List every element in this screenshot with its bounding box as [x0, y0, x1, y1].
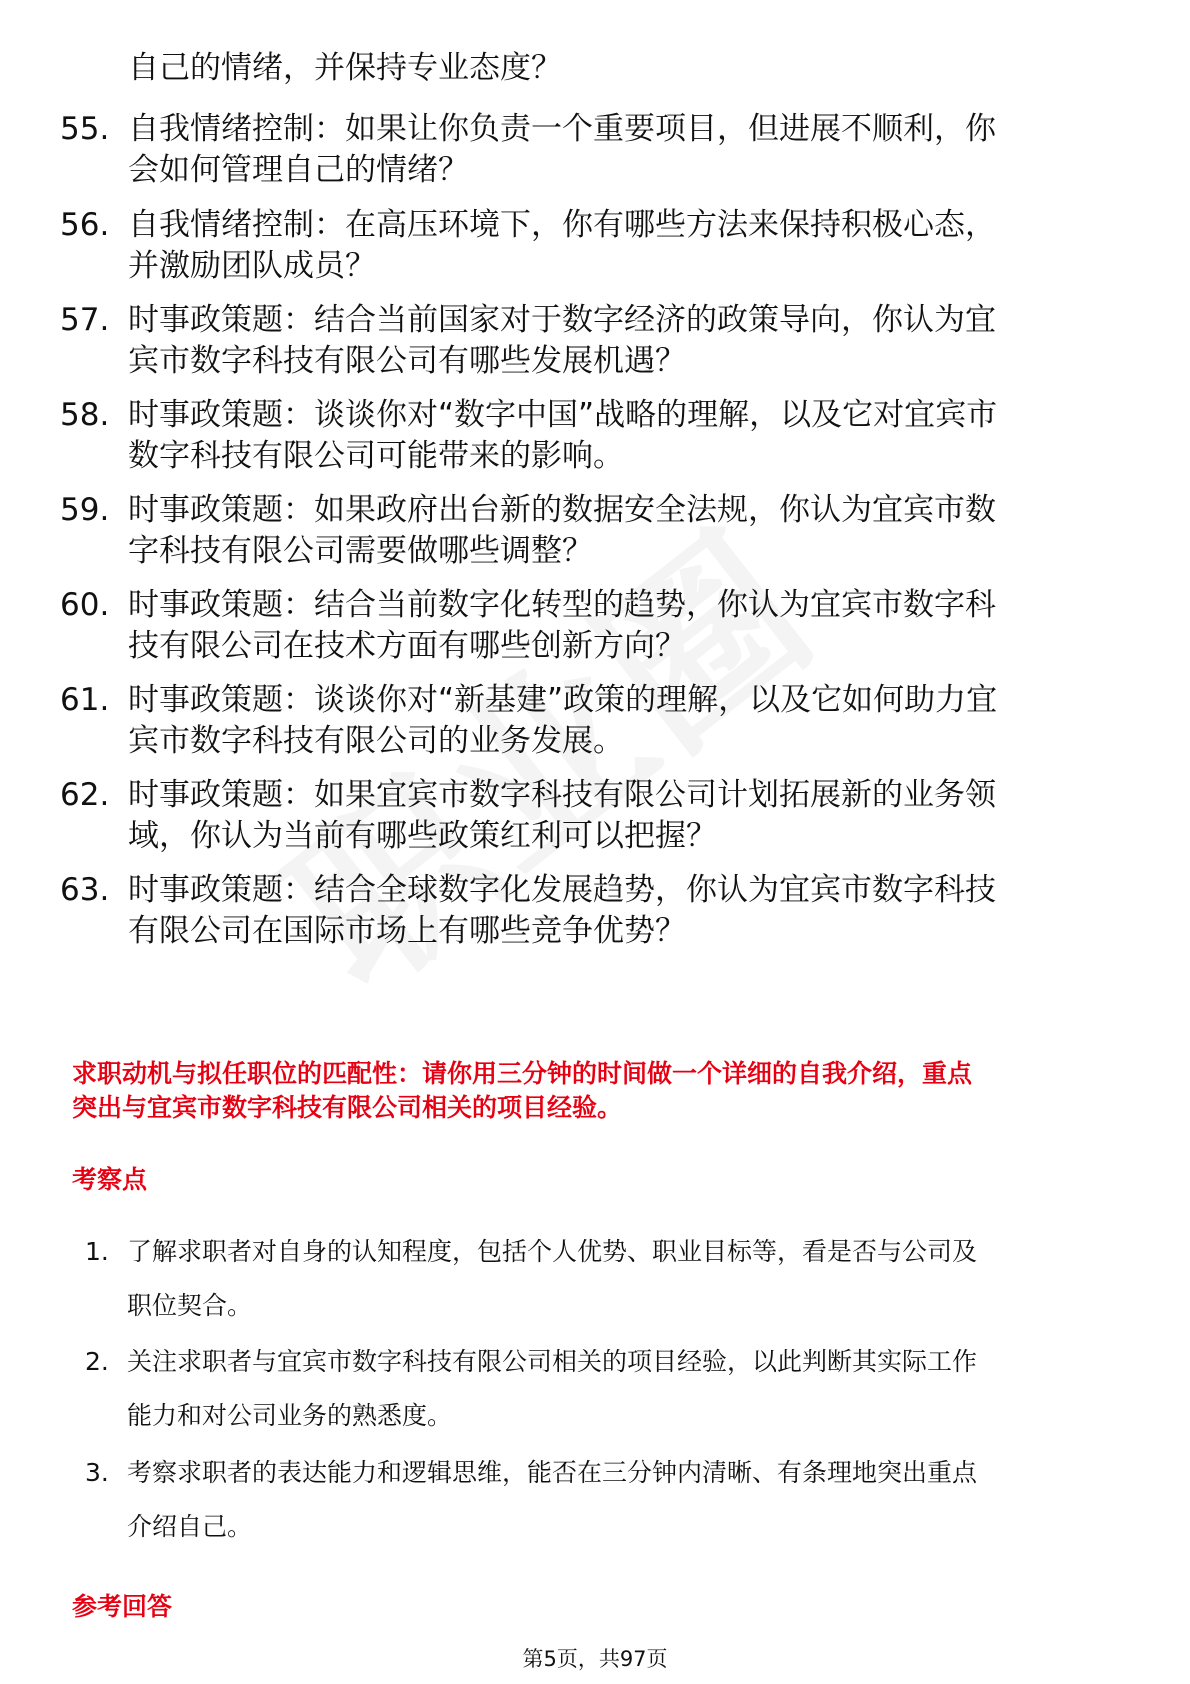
- question-line: 时事政策题：如果宜宾市数字科技有限公司计划拓展新的业务领: [128, 777, 996, 813]
- checkpoint-line: 介绍自己。: [127, 1512, 253, 1541]
- question-line: 时事政策题：结合全球数字化发展趋势，你认为宜宾市数字科技: [128, 872, 996, 908]
- question-text: [128, 585, 1128, 667]
- question-text: [128, 395, 1128, 477]
- page-footer: 第5页，共97页: [522, 1647, 668, 1671]
- question-number: 55.: [60, 111, 110, 147]
- checkpoint-number: 3.: [85, 1458, 109, 1487]
- question-line: 有限公司在国际市场上有哪些竞争优势？: [128, 913, 686, 949]
- checkpoint-text: [127, 1225, 1117, 1333]
- question-number: 57.: [60, 302, 110, 338]
- question-line: 域，你认为当前有哪些政策红利可以把握？: [128, 818, 717, 854]
- checkpoints-heading: 考察点: [72, 1165, 148, 1194]
- question-text: [128, 109, 1128, 191]
- checkpoint-text: [127, 1335, 1117, 1443]
- checkpoint-line: 职位契合。: [127, 1291, 253, 1320]
- question-line: 数字科技有限公司可能带来的影响。: [128, 438, 624, 474]
- question-line: 自我情绪控制：如果让你负责一个重要项目，但进展不顺利，你: [128, 111, 996, 147]
- question-text: [128, 680, 1128, 762]
- answer-heading: 参考回答: [72, 1592, 173, 1621]
- question-line: 时事政策题：如果政府出台新的数据安全法规，你认为宜宾市数: [128, 492, 996, 528]
- question-line: 字科技有限公司需要做哪些调整？: [128, 533, 593, 569]
- question-text: [128, 205, 1128, 287]
- question-text: [128, 775, 1128, 857]
- checkpoint-number: 1.: [85, 1237, 109, 1266]
- section-question-line: 求职动机与拟任职位的匹配性：请你用三分钟的时间做一个详细的自我介绍，重点: [72, 1059, 973, 1088]
- checkpoint-number: 2.: [85, 1347, 109, 1376]
- question-number: 62.: [60, 777, 110, 813]
- checkpoint-line: 了解求职者对自身的认知程度，包括个人优势、职业目标等，看是否与公司及: [127, 1237, 978, 1266]
- question-text: [128, 490, 1128, 572]
- question-line: 时事政策题：谈谈你对“数字中国”战略的理解，以及它对宜宾市: [128, 397, 998, 433]
- question-line: 并激励团队成员？: [128, 248, 376, 284]
- section-question-line: 突出与宜宾市数字科技有限公司相关的项目经验。: [72, 1093, 623, 1122]
- question-line: 技有限公司在技术方面有哪些创新方向？: [128, 628, 686, 664]
- checkpoint-line: 能力和对公司业务的熟悉度。: [127, 1401, 453, 1430]
- checkpoint-line: 考察求职者的表达能力和逻辑思维，能否在三分钟内清晰、有条理地突出重点: [127, 1458, 978, 1487]
- question-line: 时事政策题：谈谈你对“新基建”政策的理解，以及它如何助力宜: [128, 682, 998, 718]
- question-line: 自我情绪控制：在高压环境下，你有哪些方法来保持积极心态，: [128, 207, 996, 243]
- section-question: [72, 1057, 1122, 1125]
- checkpoint-text: [127, 1446, 1117, 1554]
- question-number: 60.: [60, 587, 110, 623]
- question-text: [128, 870, 1128, 952]
- question-line: 宾市数字科技有限公司的业务发展。: [128, 723, 624, 759]
- question-tail-text: 自己的情绪，并保持专业态度？: [128, 50, 562, 86]
- question-number: 59.: [60, 492, 110, 528]
- question-text: [128, 300, 1128, 382]
- question-line: 会如何管理自己的情绪？: [128, 152, 469, 188]
- checkpoint-line: 关注求职者与宜宾市数字科技有限公司相关的项目经验，以此判断其实际工作: [127, 1347, 978, 1376]
- question-number: 61.: [60, 682, 110, 718]
- question-number: 58.: [60, 397, 110, 433]
- question-line: 时事政策题：结合当前数字化转型的趋势，你认为宜宾市数字科: [128, 587, 996, 623]
- question-line: 时事政策题：结合当前国家对于数字经济的政策导向，你认为宜: [128, 302, 996, 338]
- question-number: 63.: [60, 872, 110, 908]
- question-number: 56.: [60, 207, 110, 243]
- question-line: 宾市数字科技有限公司有哪些发展机遇？: [128, 343, 686, 379]
